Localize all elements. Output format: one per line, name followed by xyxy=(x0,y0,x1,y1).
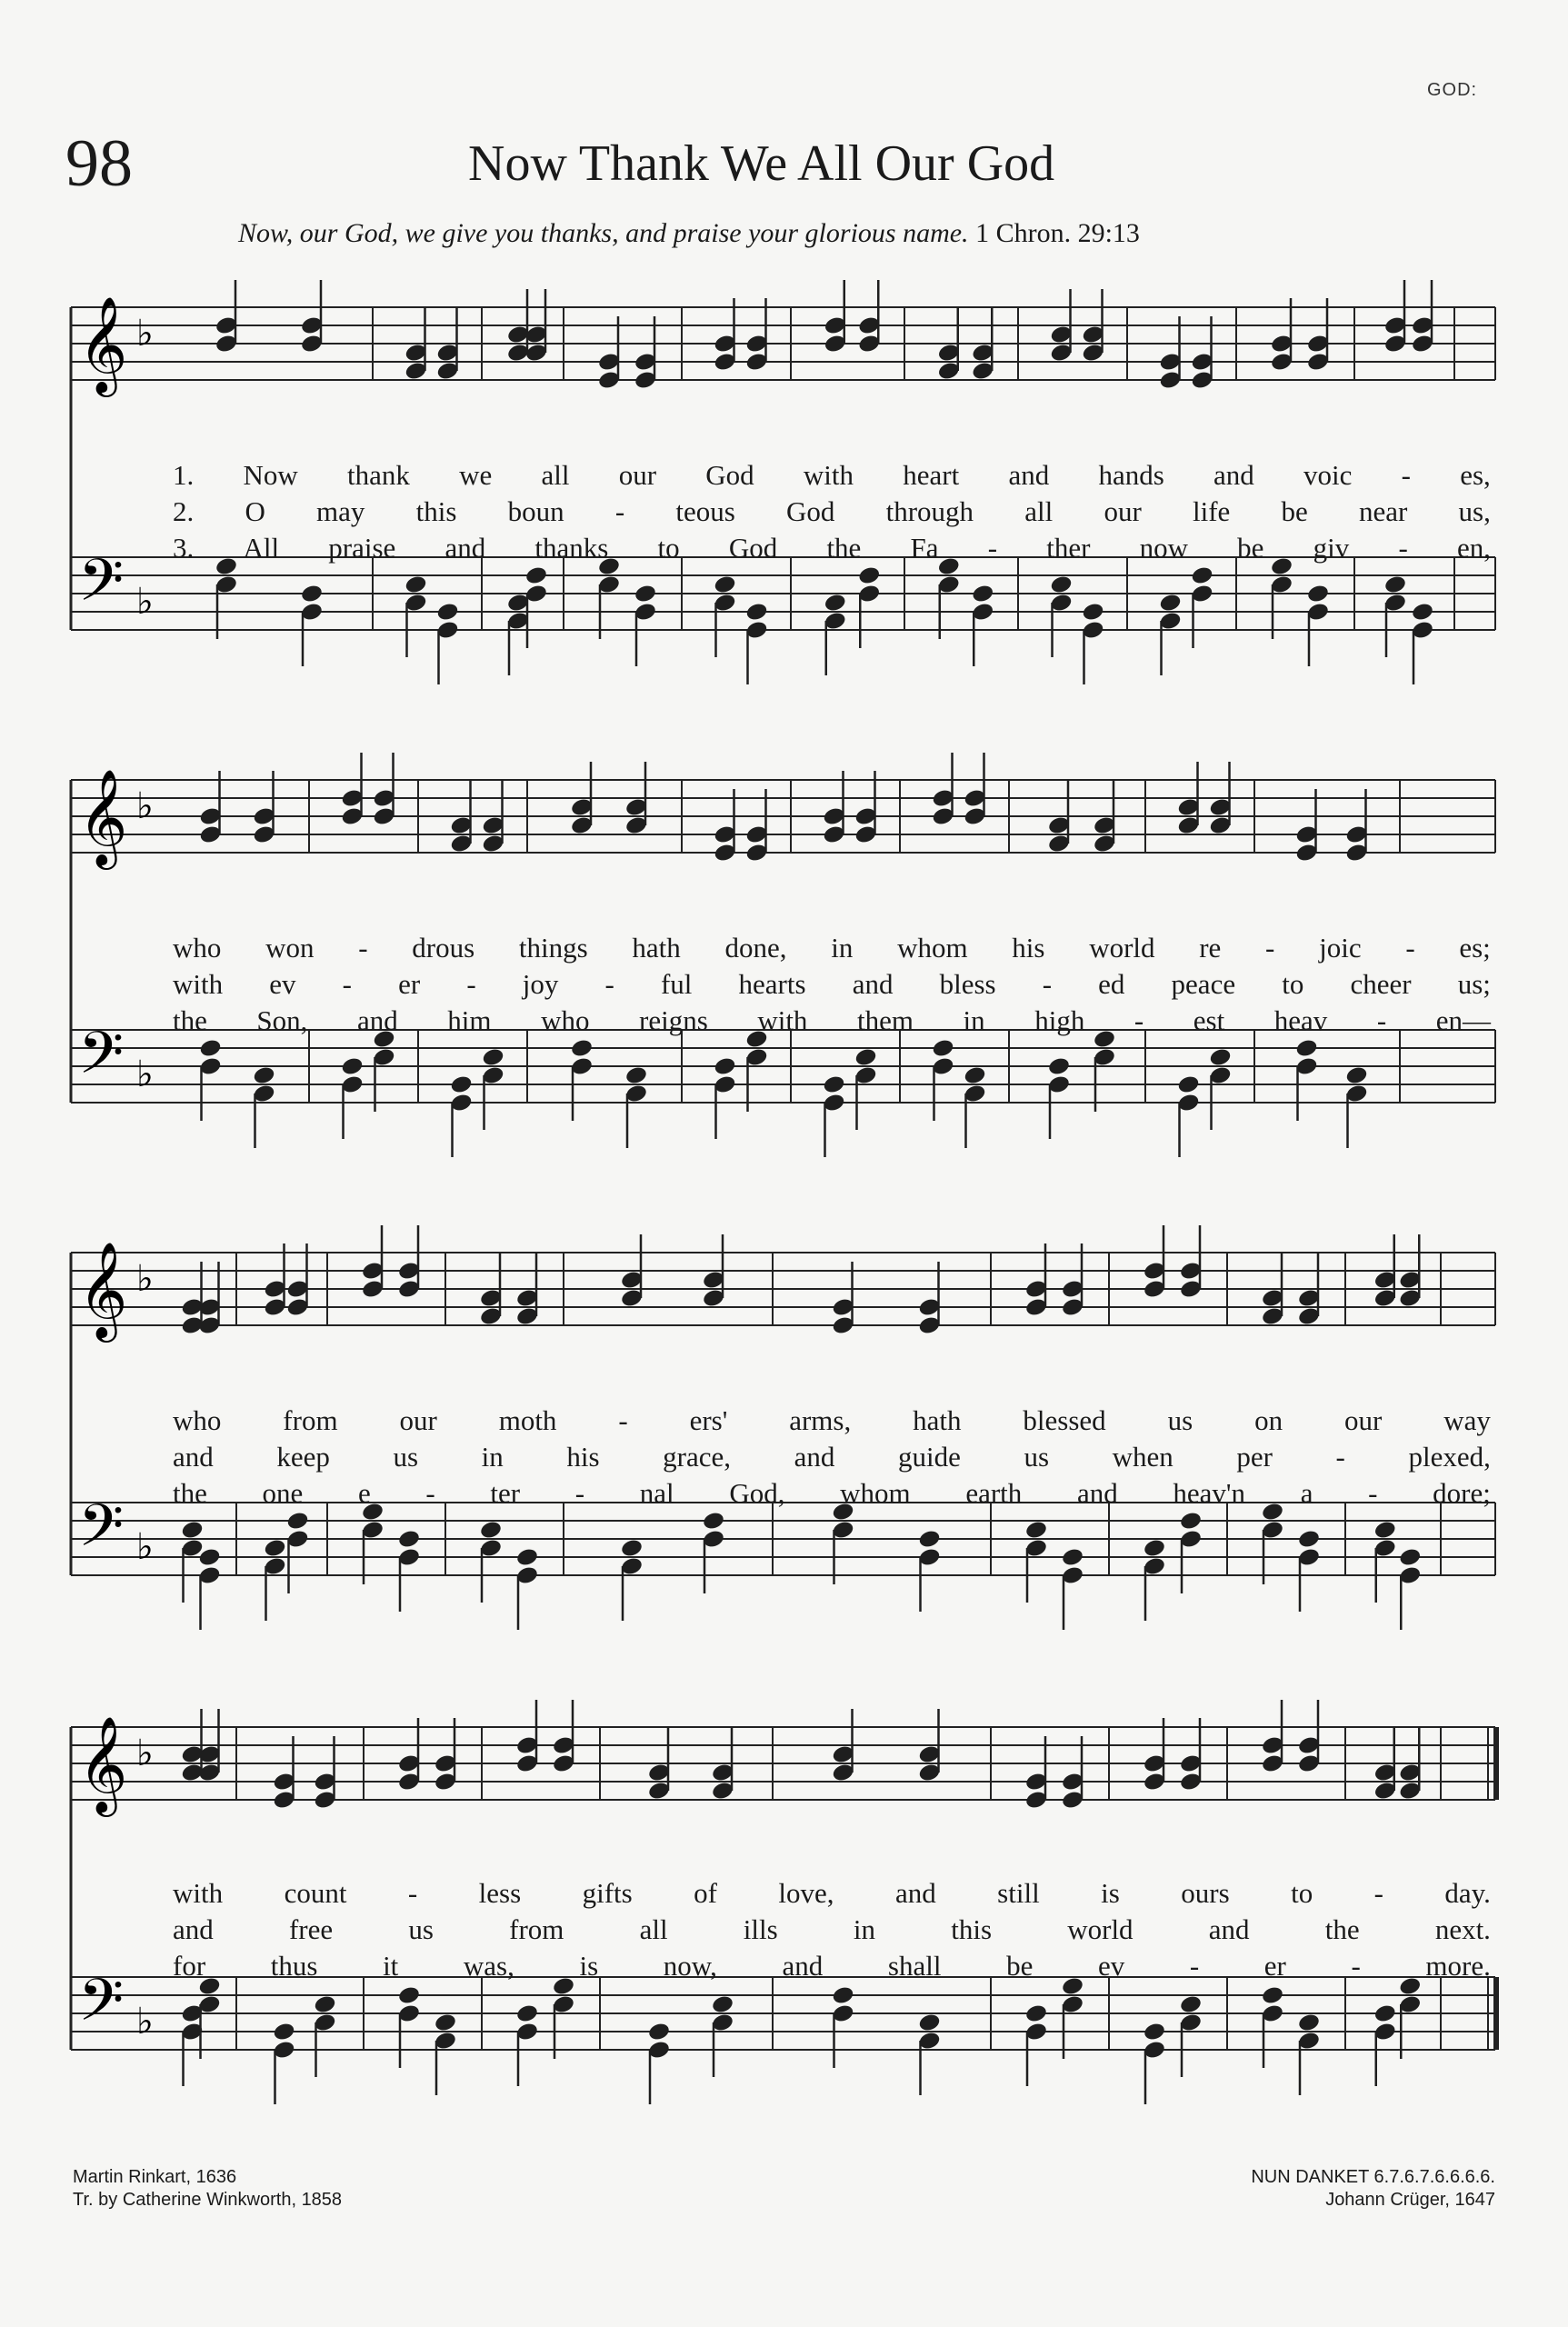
bass-notehead xyxy=(524,565,548,586)
lyric-syllable: with xyxy=(803,459,854,491)
bass-notehead xyxy=(1024,1520,1048,1541)
lyric-syllable: boun xyxy=(507,495,564,527)
lyric-syllable: whom xyxy=(840,1477,911,1509)
flat-icon: ♭ xyxy=(136,1526,154,1567)
lyric-syllable: in xyxy=(853,1913,876,1945)
bass-notehead xyxy=(1398,1547,1422,1568)
lyric-syllable: blessed xyxy=(1023,1404,1106,1436)
bass-notehead xyxy=(198,1038,222,1059)
lyric-syllable: en— xyxy=(1435,1004,1491,1036)
lyric-syllable: with xyxy=(173,968,224,1000)
lyric-syllable: more. xyxy=(1425,1950,1491,1982)
lyric-syllable: drous xyxy=(412,932,475,964)
epigraph-reference: 1 Chron. 29:13 xyxy=(975,218,1140,248)
bass-notehead xyxy=(1208,1047,1232,1068)
flat-icon: ♭ xyxy=(136,313,154,354)
lyric-line-3-3 xyxy=(173,1477,1491,1510)
lyric-syllable: in xyxy=(831,932,854,964)
treble-clef-icon: 𝄞 xyxy=(78,1715,128,1813)
lyric-syllable: in xyxy=(963,1004,985,1036)
lyric-syllable: for xyxy=(173,1950,206,1982)
lyric-syllable: all xyxy=(639,1913,668,1945)
treble-clef-icon: 𝄞 xyxy=(78,768,128,865)
bass-notehead xyxy=(272,2022,295,2042)
bass-notehead xyxy=(1143,1538,1166,1559)
lyric-syllable: - xyxy=(1189,1950,1200,1982)
lyric-syllable: God xyxy=(705,459,754,491)
lyric-syllable: world xyxy=(1089,932,1155,964)
bass-clef-icon: 𝄢 xyxy=(78,1020,125,1102)
lyric-syllable: in xyxy=(481,1441,504,1473)
tune-credit: NUN DANKET 6.7.6.7.6.6.6.6. xyxy=(1251,2167,1495,2187)
bass-notehead xyxy=(340,1056,364,1077)
flat-icon: ♭ xyxy=(136,1054,154,1094)
bass-notehead xyxy=(449,1074,473,1095)
lyric-syllable: thank xyxy=(347,459,410,491)
lyric-syllable: God, xyxy=(729,1477,785,1509)
bass-notehead xyxy=(713,1056,736,1077)
lyric-syllable: arms, xyxy=(789,1404,852,1436)
lyric-syllable: teous xyxy=(675,495,735,527)
lyric-syllable: done, xyxy=(724,932,787,964)
lyric-line-1-3 xyxy=(173,532,1491,564)
treble-clef-icon: 𝄞 xyxy=(78,295,128,393)
lyric-syllable: 1. xyxy=(173,459,195,491)
lyric-syllable: ter xyxy=(490,1477,521,1509)
lyric-syllable: who xyxy=(173,932,222,964)
bass-notehead xyxy=(404,574,427,595)
bass-notehead xyxy=(971,584,994,604)
lyric-syllable: be xyxy=(1006,1950,1034,1982)
music-credits xyxy=(1251,2166,1495,2212)
lyric-syllable: this xyxy=(951,1913,993,1945)
lyric-syllable: us xyxy=(1167,1404,1193,1436)
lyric-syllable: - xyxy=(604,968,614,1000)
lyric-syllable: God xyxy=(728,532,778,564)
lyric-syllable: - xyxy=(1405,932,1415,964)
lyric-syllable: re xyxy=(1199,932,1222,964)
lyric-syllable: one xyxy=(262,1477,304,1509)
lyric-syllable: - xyxy=(1373,1877,1383,1909)
lyric-syllable: them xyxy=(856,1004,914,1036)
bass-notehead xyxy=(300,584,324,604)
lyric-syllable: to xyxy=(657,532,680,564)
bass-notehead xyxy=(1081,602,1104,623)
lyric-syllable: - xyxy=(466,968,476,1000)
flat-icon: ♭ xyxy=(136,1258,154,1299)
bass-notehead xyxy=(1261,1985,1284,2006)
bass-notehead xyxy=(917,2012,941,2033)
bass-notehead xyxy=(397,1529,421,1550)
lyric-syllable: the xyxy=(1324,1913,1360,1945)
lyric-syllable: and xyxy=(173,1441,214,1473)
lyric-syllable: Son, xyxy=(256,1004,308,1036)
lyric-line-3-2 xyxy=(173,1441,1491,1473)
bass-notehead xyxy=(1383,574,1407,595)
lyric-syllable: ed xyxy=(1098,968,1125,1000)
bass-notehead xyxy=(711,1994,734,2015)
bass-notehead xyxy=(1297,2012,1321,2033)
lyric-line-3-1 xyxy=(173,1404,1491,1437)
bass-notehead xyxy=(702,1511,725,1532)
lyric-syllable: est xyxy=(1193,1004,1225,1036)
bass-notehead xyxy=(1158,593,1182,614)
bass-notehead xyxy=(620,1538,644,1559)
lyric-syllable: - xyxy=(1401,459,1411,491)
bass-notehead xyxy=(180,1520,204,1541)
lyric-syllable: and xyxy=(794,1441,835,1473)
lyric-line-2-3 xyxy=(173,1004,1491,1037)
lyric-syllable: our xyxy=(1343,1404,1383,1436)
bass-clef-icon: 𝄢 xyxy=(78,1967,125,2049)
lyric-syllable: our xyxy=(618,459,657,491)
lyric-syllable: whom xyxy=(897,932,968,964)
lyric-syllable: when xyxy=(1112,1441,1174,1473)
lyric-syllable: and xyxy=(1076,1477,1118,1509)
lyric-syllable: ful xyxy=(660,968,693,1000)
lyric-syllable: now, xyxy=(663,1950,717,1982)
bass-notehead xyxy=(822,1074,845,1095)
bass-notehead xyxy=(285,1511,309,1532)
lyric-syllable: things xyxy=(518,932,588,964)
lyric-syllable: free xyxy=(288,1913,334,1945)
lyric-syllable: heav'n xyxy=(1173,1477,1246,1509)
lyric-syllable: the xyxy=(173,1004,207,1036)
lyric-syllable: and xyxy=(1008,459,1050,491)
lyric-syllable: earth xyxy=(965,1477,1023,1509)
flat-icon: ♭ xyxy=(136,1733,154,1773)
lyric-syllable: per xyxy=(1236,1441,1273,1473)
lyric-syllable: ev xyxy=(1097,1950,1125,1982)
lyric-syllable: us; xyxy=(1457,968,1491,1000)
lyric-syllable: joic xyxy=(1319,932,1362,964)
lyric-line-4-3 xyxy=(173,1950,1491,1982)
lyric-syllable: bless xyxy=(939,968,996,1000)
lyric-syllable: ther xyxy=(1046,532,1091,564)
lyric-syllable: guide xyxy=(897,1441,961,1473)
bass-notehead xyxy=(634,584,657,604)
lyric-line-2-1 xyxy=(173,932,1491,964)
section-label: GOD: xyxy=(1427,80,1478,100)
bass-notehead xyxy=(252,1065,275,1086)
lyric-syllable: - xyxy=(358,932,368,964)
flat-icon: ♭ xyxy=(136,785,154,826)
lyric-syllable: 3. xyxy=(173,532,195,564)
bass-notehead xyxy=(647,2022,671,2042)
lyric-syllable: us, xyxy=(1458,495,1491,527)
lyric-syllable: love, xyxy=(778,1877,834,1909)
bass-notehead xyxy=(397,1985,421,2006)
lyric-syllable: still xyxy=(997,1877,1040,1909)
lyric-syllable: a xyxy=(1300,1477,1313,1509)
lyric-syllable: from xyxy=(509,1913,564,1945)
lyric-line-4-1 xyxy=(173,1877,1491,1910)
epigraph xyxy=(238,218,1140,249)
lyric-syllable: may xyxy=(316,495,365,527)
bass-notehead xyxy=(313,1994,336,2015)
bass-notehead xyxy=(624,1065,648,1086)
bass-clef-icon: 𝄢 xyxy=(78,1493,125,1574)
bass-notehead xyxy=(1344,1065,1368,1086)
lyric-syllable: en, xyxy=(1456,532,1491,564)
lyric-syllable: and xyxy=(1208,1913,1250,1945)
lyric-syllable: his xyxy=(1012,932,1045,964)
lyric-line-4-2 xyxy=(173,1913,1491,1946)
lyric-syllable: the xyxy=(173,1477,207,1509)
lyric-syllable: of xyxy=(694,1877,717,1909)
lyric-syllable: with xyxy=(757,1004,808,1036)
treble-clef-icon: 𝄞 xyxy=(78,1241,128,1338)
bass-notehead xyxy=(1294,1038,1318,1059)
lyric-syllable: er xyxy=(398,968,421,1000)
lyric-syllable: ills xyxy=(743,1913,778,1945)
bass-notehead xyxy=(1176,1074,1200,1095)
lyric-syllable: and xyxy=(894,1877,936,1909)
bass-notehead xyxy=(1297,1529,1321,1550)
lyric-syllable: hearts xyxy=(738,968,806,1000)
text-credits xyxy=(73,2166,342,2212)
lyric-syllable: this xyxy=(415,495,457,527)
lyric-syllable: - xyxy=(342,968,352,1000)
lyric-syllable: us xyxy=(408,1913,434,1945)
final-barline xyxy=(1493,1977,1499,2050)
lyric-syllable: - xyxy=(1042,968,1053,1000)
lyric-syllable: near xyxy=(1358,495,1408,527)
bass-notehead xyxy=(963,1065,986,1086)
lyric-syllable: heart xyxy=(903,459,960,491)
bass-notehead xyxy=(515,2003,539,2024)
bass-notehead xyxy=(434,2012,457,2033)
lyric-syllable: world xyxy=(1067,1913,1134,1945)
lyric-syllable: us xyxy=(393,1441,419,1473)
bass-notehead xyxy=(515,1547,539,1568)
bass-notehead xyxy=(917,1529,941,1550)
lyric-syllable: - xyxy=(1376,1004,1387,1036)
lyric-syllable: grace, xyxy=(663,1441,732,1473)
lyric-syllable: - xyxy=(618,1404,628,1436)
lyric-syllable: him xyxy=(447,1004,492,1036)
lyric-syllable: nal xyxy=(639,1477,674,1509)
lyric-syllable: - xyxy=(1335,1441,1345,1473)
lyric-syllable: moth xyxy=(498,1404,557,1436)
bass-notehead xyxy=(481,1047,504,1068)
lyric-syllable: be xyxy=(1237,532,1264,564)
lyric-syllable: gifts xyxy=(582,1877,633,1909)
lyric-syllable: ours xyxy=(1181,1877,1230,1909)
lyric-syllable: day. xyxy=(1444,1877,1491,1909)
lyric-syllable: giv xyxy=(1313,532,1350,564)
final-barline xyxy=(1493,1727,1499,1800)
lyric-syllable: - xyxy=(1368,1477,1378,1509)
lyric-syllable: - xyxy=(614,495,625,527)
lyric-syllable: be xyxy=(1281,495,1308,527)
lyric-syllable: his xyxy=(566,1441,600,1473)
lyric-syllable: with xyxy=(173,1877,224,1909)
bass-notehead xyxy=(1373,2003,1397,2024)
lyric-syllable: cheer xyxy=(1350,968,1412,1000)
bass-staff xyxy=(71,1030,1495,1103)
lyric-syllable: way xyxy=(1443,1404,1491,1436)
lyric-syllable: es, xyxy=(1460,459,1491,491)
epigraph-text: Now, our God, we give you thanks, and praise your glorious name. xyxy=(238,218,969,248)
lyric-syllable: shall xyxy=(887,1950,942,1982)
lyric-syllable: - xyxy=(1351,1950,1361,1982)
lyric-line-2-2 xyxy=(173,968,1491,1001)
bass-notehead xyxy=(1373,1520,1397,1541)
lyric-syllable: er xyxy=(1263,1950,1286,1982)
bass-notehead xyxy=(1179,1511,1203,1532)
lyric-syllable: voic xyxy=(1303,459,1353,491)
lyric-syllable: joy xyxy=(522,968,559,1000)
lyric-syllable: and xyxy=(1213,459,1254,491)
lyric-syllable: count xyxy=(284,1877,347,1909)
lyric-syllable: life xyxy=(1192,495,1231,527)
lyric-syllable: heav xyxy=(1273,1004,1328,1036)
lyric-syllable: through xyxy=(885,495,974,527)
lyric-syllable: next. xyxy=(1434,1913,1491,1945)
translator-credit: Tr. by Catherine Winkworth, 1858 xyxy=(73,2190,343,2210)
lyric-syllable: O xyxy=(245,495,265,527)
lyric-syllable: - xyxy=(1398,532,1408,564)
lyric-syllable: - xyxy=(987,532,998,564)
lyric-syllable: our xyxy=(1104,495,1142,527)
bass-notehead xyxy=(1061,1547,1084,1568)
lyric-syllable: - xyxy=(425,1477,435,1509)
lyric-syllable: thus xyxy=(270,1950,318,1982)
lyric-syllable: who xyxy=(173,1404,222,1436)
lyric-line-1-1 xyxy=(173,459,1491,492)
lyric-syllable: now xyxy=(1139,532,1188,564)
lyric-syllable: is xyxy=(1101,1877,1120,1909)
lyric-syllable: on xyxy=(1254,1404,1283,1436)
author-credit: Martin Rinkart, 1636 xyxy=(73,2167,237,2187)
lyric-syllable: our xyxy=(399,1404,437,1436)
bass-notehead xyxy=(1306,584,1330,604)
lyric-syllable: and xyxy=(356,1004,398,1036)
lyric-syllable: hath xyxy=(632,932,681,964)
lyric-syllable: won xyxy=(265,932,315,964)
bass-notehead xyxy=(1047,1056,1071,1077)
bass-notehead xyxy=(1190,565,1213,586)
bass-notehead xyxy=(570,1038,594,1059)
lyric-syllable: - xyxy=(407,1877,418,1909)
hymn-title: Now Thank We All Our God xyxy=(468,135,1055,192)
lyric-syllable: Fa xyxy=(910,532,939,564)
bass-notehead xyxy=(1179,1994,1203,2015)
bass-notehead xyxy=(831,1985,854,2006)
lyric-syllable: es; xyxy=(1459,932,1491,964)
lyric-syllable: less xyxy=(478,1877,522,1909)
lyric-syllable: to xyxy=(1291,1877,1313,1909)
treble-staff xyxy=(71,780,1495,853)
lyric-syllable: we xyxy=(459,459,493,491)
bass-notehead xyxy=(824,593,847,614)
lyric-syllable: ev xyxy=(269,968,296,1000)
lyric-syllable: plexed, xyxy=(1408,1441,1491,1473)
lyric-syllable: was, xyxy=(463,1950,514,1982)
lyric-syllable: ers' xyxy=(689,1404,728,1436)
lyric-syllable: Now xyxy=(243,459,298,491)
bass-notehead xyxy=(744,602,768,623)
lyric-syllable: us xyxy=(1024,1441,1050,1473)
bass-notehead xyxy=(435,602,459,623)
lyric-syllable: who xyxy=(541,1004,590,1036)
bass-notehead xyxy=(1024,2003,1048,2024)
lyric-syllable: God xyxy=(786,495,835,527)
lyric-syllable: it xyxy=(383,1950,399,1982)
bass-clef-icon: 𝄢 xyxy=(78,547,125,629)
lyric-syllable: and xyxy=(782,1950,824,1982)
bass-notehead xyxy=(1411,602,1434,623)
lyric-syllable: - xyxy=(1134,1004,1144,1036)
bass-notehead xyxy=(854,1047,877,1068)
bass-notehead xyxy=(263,1538,286,1559)
lyric-syllable: reigns xyxy=(639,1004,708,1036)
lyric-line-1-2 xyxy=(173,495,1491,528)
lyric-syllable: to xyxy=(1282,968,1304,1000)
lyric-syllable: hath xyxy=(913,1404,962,1436)
lyric-syllable: - xyxy=(1265,932,1275,964)
lyric-syllable: all xyxy=(1024,495,1054,527)
lyric-syllable: and xyxy=(173,1913,214,1945)
lyric-syllable: and xyxy=(852,968,894,1000)
lyric-syllable: from xyxy=(283,1404,338,1436)
bass-notehead xyxy=(713,574,736,595)
bass-notehead xyxy=(931,1038,954,1059)
lyric-syllable: dore; xyxy=(1433,1477,1491,1509)
lyric-syllable: peace xyxy=(1171,968,1236,1000)
lyric-syllable: praise xyxy=(328,532,396,564)
lyric-syllable: - xyxy=(574,1477,585,1509)
lyric-syllable: keep xyxy=(276,1441,330,1473)
lyric-syllable: the xyxy=(826,532,862,564)
bass-notehead xyxy=(1049,574,1073,595)
hymn-number: 98 xyxy=(65,126,133,201)
lyric-syllable: and xyxy=(444,532,486,564)
bass-notehead xyxy=(1143,2022,1166,2042)
composer-credit: Johann Crüger, 1647 xyxy=(1325,2190,1495,2210)
lyric-syllable: hands xyxy=(1098,459,1164,491)
bass-notehead xyxy=(857,565,881,586)
flat-icon: ♭ xyxy=(136,581,154,622)
lyric-syllable: is xyxy=(579,1950,599,1982)
lyric-syllable: All xyxy=(243,532,280,564)
lyric-syllable: e xyxy=(357,1477,371,1509)
bass-notehead xyxy=(479,1520,503,1541)
flat-icon: ♭ xyxy=(136,2001,154,2042)
lyric-syllable: high xyxy=(1034,1004,1085,1036)
lyric-syllable: 2. xyxy=(173,495,195,527)
lyric-syllable: thanks xyxy=(534,532,609,564)
lyric-syllable: all xyxy=(541,459,570,491)
bass-notehead xyxy=(197,1547,221,1568)
